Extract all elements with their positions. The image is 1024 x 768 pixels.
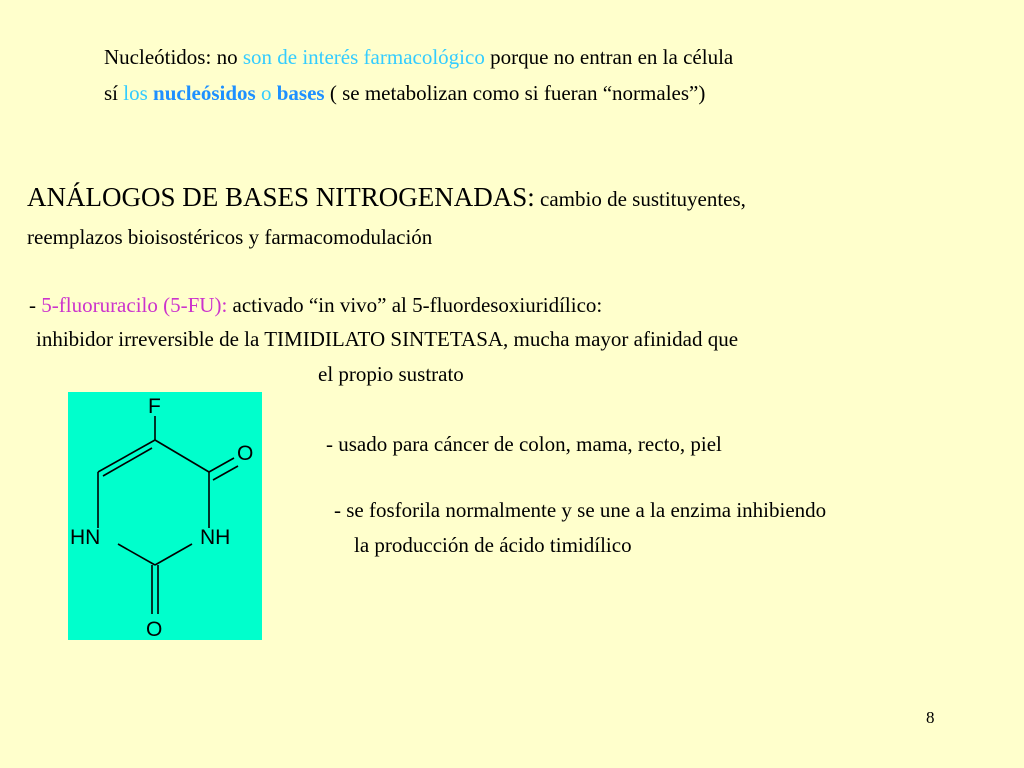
atom-f: F xyxy=(148,395,161,418)
intro-line-2 xyxy=(104,80,705,106)
fu-line-1 xyxy=(29,292,602,318)
fu-dash: - xyxy=(29,293,36,317)
section-heading-line xyxy=(27,184,746,212)
atom-hn: HN xyxy=(70,526,101,549)
intro-keyword-bases: bases xyxy=(276,81,325,105)
intro-text: porque no entran en la célula xyxy=(490,45,734,69)
intro-text: ( se metabolizan como si fueran “normales”) xyxy=(329,81,706,105)
bullet-phosphorylation-2: la producción de ácido timidílico xyxy=(354,533,632,557)
atom-o-top: O xyxy=(237,442,254,465)
page-number: 8 xyxy=(926,708,935,727)
structure-drawing xyxy=(68,392,262,640)
fluorouracil-structure xyxy=(68,392,262,640)
section-line-2: reemplazos bioisostéricos y farmacomodulación xyxy=(27,225,433,249)
intro-line-1 xyxy=(104,44,733,70)
intro-highlight: los xyxy=(123,81,148,105)
section-heading-tail: cambio de sustituyentes, xyxy=(540,187,746,211)
intro-text: Nucleótidos: no xyxy=(104,45,238,69)
atom-nh: NH xyxy=(200,526,231,549)
intro-highlight: son de interés farmacológico xyxy=(242,45,485,69)
fu-drug-name: 5-fluoruracilo (5-FU): xyxy=(41,293,228,317)
bullet-phosphorylation-1: - se fosforila normalmente y se une a la enzima inhibiendo xyxy=(334,498,827,522)
bond-c4-c5 xyxy=(155,440,209,472)
atom-o-bottom: O xyxy=(146,618,163,640)
intro-keyword-nucleosidos: nucleósidos xyxy=(153,81,256,105)
intro-text: sí xyxy=(104,81,119,105)
fu-description: activado “in vivo” al 5-fluordesoxiuridílico: xyxy=(232,293,603,317)
bond-c5-c6 xyxy=(98,440,155,472)
section-heading: ANÁLOGOS DE BASES NITROGENADAS: xyxy=(27,182,535,212)
bullet-cancer-use: - usado para cáncer de colon, mama, recto, piel xyxy=(326,432,722,456)
fu-line-3: el propio sustrato xyxy=(318,362,464,386)
bond-c5-c6-double xyxy=(103,448,152,476)
fu-line-2: inhibidor irreversible de la TIMIDILATO SINTETASA, mucha mayor afinidad que xyxy=(36,327,739,351)
bond-n1-c2 xyxy=(118,544,155,565)
bond-c2-n3 xyxy=(155,544,192,565)
intro-highlight: o xyxy=(260,81,272,105)
